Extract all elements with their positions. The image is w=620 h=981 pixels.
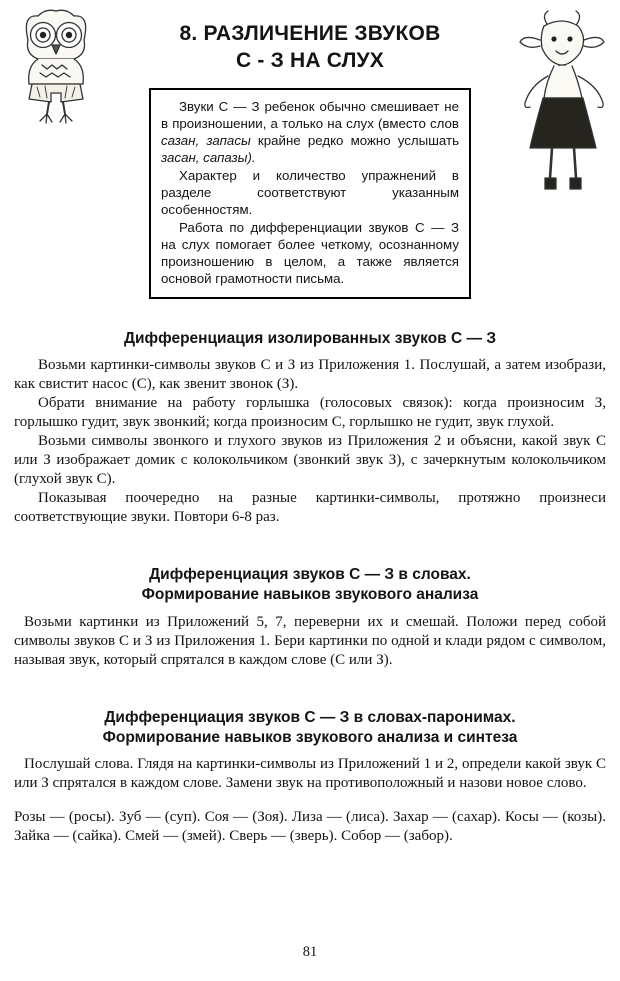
page-number: 81	[302, 944, 318, 960]
section-heading-words	[14, 565, 606, 605]
section-heading-line: Дифференциация изолированных звуков С — З	[123, 329, 497, 347]
body-paragraph: Обрати внимание на работу горлышка (голосовых связок): когда произносим З, горлышко гудит, звук звонкий; когда произносим С, горлышко не гудит, звук глухой.	[14, 394, 606, 430]
owl-icon	[12, 4, 100, 126]
body-paragraph: Показывая поочередно на разные картинки-символы, протяжно произнеси соответствующие звуки. Повтори 6-8 раз.	[14, 490, 606, 526]
owl-illustration	[12, 4, 100, 131]
section-heading-isolated	[14, 329, 606, 349]
section-sounds-in-words	[14, 565, 606, 669]
section-heading-line: Дифференциация звуков С — З в словах-паронимах.	[104, 708, 516, 726]
body-paragraph: Возьми картинки из Приложений 5, 7, переверни их и смешай. Положи перед собой символы звуков С и З из Приложения 1. Бери картинки по одной и клади рядом с символом, называя звук, который спрятался в каждом слове (С или З).	[14, 613, 606, 668]
intro-paragraph-3: Работа по дифференциации звуков С — З на слух помогает более четкому, осознанному произношению в целом, а также является основой грамотности письма.	[161, 219, 459, 287]
goat-icon	[510, 8, 618, 204]
intro-p1-italic-words-2: засан, сапазы).	[161, 150, 256, 166]
intro-p1-text-a: Звуки С — З ребенок обычно смешивает не в произношении, а только на слух (вместо слов	[161, 98, 459, 131]
body-paragraph: Возьми символы звонкого и глухого звуков из Приложения 2 и объясни, какой звук С или З изображает домик с колокольчиком (звонкий звук З), с зачеркнутым колокольчиком (глухой звук С).	[14, 433, 606, 488]
goat-illustration	[510, 8, 618, 209]
body-paragraph: Послушай слова. Глядя на картинки-символы из Приложений 1 и 2, определи какой звук С или З спрятался в каждом слове. Замени звук на противоположный и назови новое слово.	[14, 755, 606, 791]
body-paragraph: Возьми картинки-символы звуков С и З из Приложения 1. Послушай, а затем изобрази, как свистит насос (С), как звенит звонок (З).	[14, 356, 606, 392]
intro-paragraph-2: Характер и количество упражнений в разделе соответствуют указанным особенностям.	[161, 167, 459, 218]
intro-p1-italic-words-1: сазан, запасы	[161, 133, 251, 149]
intro-box	[149, 88, 471, 299]
section-heading-line: Формирование навыков звукового анализа и синтеза	[102, 728, 518, 746]
word-pairs-paragraph: Розы — (росы). Зуб — (суп). Соя — (Зоя). Лиза — (лиса). Захар — (сахар). Косы — (козы). Зайка — (сайка). Смей — (змей). Сверь — (зверь). Собор — (забор).	[14, 809, 606, 845]
intro-p1-text-c: крайне редко можно услышать	[250, 133, 459, 149]
section-paronyms	[14, 708, 606, 846]
section-heading-line: Дифференциация звуков С — З в словах.	[149, 566, 471, 584]
section-heading-paronyms	[14, 708, 606, 748]
chapter-title-line-1: 8. РАЗЛИЧЕНИЕ ЗВУКОВ	[179, 22, 441, 45]
section-isolated-sounds	[14, 329, 606, 528]
chapter-title-line-2: С - З НА СЛУХ	[235, 49, 385, 73]
intro-paragraph-1	[161, 98, 459, 167]
section-heading-line: Формирование навыков звукового анализа	[141, 586, 479, 604]
